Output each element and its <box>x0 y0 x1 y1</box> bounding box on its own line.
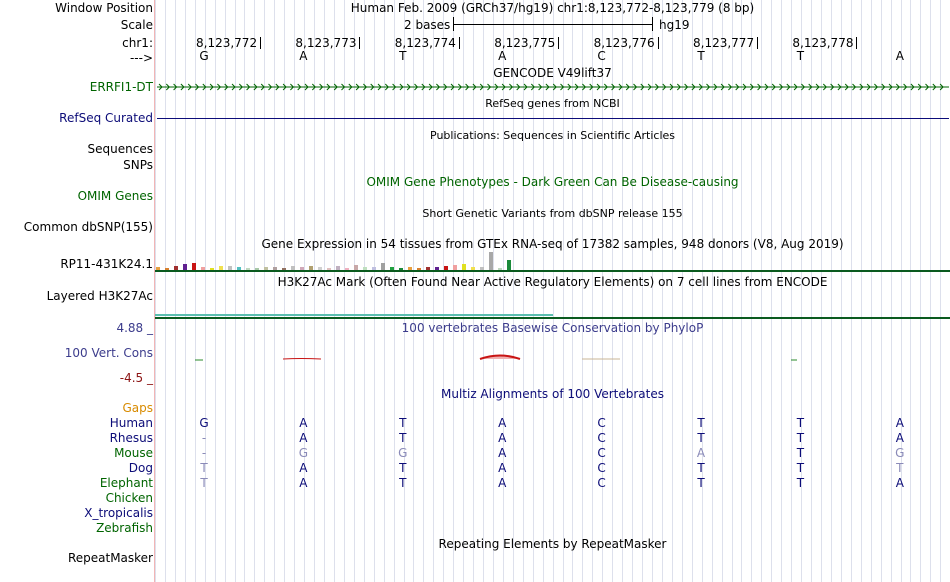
conservation-plot[interactable] <box>155 350 950 366</box>
aligned-base: G <box>398 446 408 460</box>
coordinate-label: 8,123,772 <box>196 36 258 50</box>
aligned-base: A <box>696 446 706 460</box>
coordinate-tick-mark <box>658 37 659 49</box>
coordinate-tick-mark <box>459 37 460 49</box>
base-letter: C <box>597 49 606 63</box>
base-letter: G <box>199 49 209 63</box>
chrom-label: chr1: <box>122 36 153 50</box>
strand-arrow-label: ---> <box>129 51 153 65</box>
sequences-label[interactable]: Sequences <box>87 142 153 156</box>
species-label[interactable]: Chicken <box>105 491 153 505</box>
gencode-track-title: GENCODE V49lift37 <box>493 66 612 80</box>
coordinate-tick-mark <box>558 37 559 49</box>
omim-track-title: OMIM Gene Phenotypes - Dark Green Can Be Disease-causing <box>366 175 739 189</box>
aligned-base: - <box>201 446 207 460</box>
refseq-track-title: RefSeq genes from NCBI <box>485 97 620 110</box>
aligned-base: A <box>299 416 308 430</box>
aligned-base: G <box>895 446 905 460</box>
gencode-gene-label[interactable]: ERRFI1-DT <box>89 80 153 94</box>
gaps-label: Gaps <box>122 401 153 415</box>
repeatmasker-label[interactable]: RepeatMasker <box>67 551 153 565</box>
dbsnp-track-title: Short Genetic Variants from dbSNP release 155 <box>422 207 683 220</box>
grid-line <box>155 0 156 582</box>
repeatmasker-track-title: Repeating Elements by RepeatMasker <box>438 537 667 551</box>
aligned-base: T <box>896 461 904 475</box>
scale-bar <box>453 24 652 25</box>
aligned-base: G <box>298 446 309 460</box>
coordinate-tick-mark <box>757 37 758 49</box>
aligned-base: A <box>895 431 904 445</box>
coordinate-tick-mark <box>260 37 261 49</box>
conservation-track-title: 100 vertebrates Basewise Conservation by PhyloP <box>401 321 704 335</box>
aligned-base: T <box>399 461 407 475</box>
base-letter: A <box>498 49 507 63</box>
species-label[interactable]: Zebrafish <box>96 521 153 535</box>
species-label[interactable]: X_tropicalis <box>84 506 153 520</box>
aligned-base: T <box>796 416 805 430</box>
coordinate-tick-mark <box>359 37 360 49</box>
coordinate-tick <box>594 36 659 50</box>
gtex-track-title: Gene Expression in 54 tissues from GTEx RNA-seq of 17382 samples, 948 donors (V8, Aug 2019) <box>261 237 844 251</box>
coordinate-tick-mark <box>856 37 857 49</box>
coordinate-tick <box>395 36 460 50</box>
refseq-gene-line[interactable] <box>157 118 949 119</box>
aligned-base: T <box>796 476 805 490</box>
conservation-min-value: -4.5 _ <box>119 371 153 385</box>
coordinate-label: 8,123,775 <box>494 36 556 50</box>
gtex-tissue-bar[interactable] <box>489 252 493 270</box>
aligned-base: T <box>399 476 407 490</box>
gencode-gene-feature[interactable] <box>157 80 949 94</box>
coordinate-tick <box>494 36 559 50</box>
aligned-base: C <box>597 416 606 430</box>
aligned-base: T <box>200 461 208 475</box>
aligned-base: G <box>199 416 209 430</box>
base-letter: T <box>399 49 407 63</box>
gtex-gene-label[interactable]: RP11-431K24.1 <box>60 257 153 271</box>
aligned-base: A <box>498 476 507 490</box>
conservation-max-value: 4.88 _ <box>116 321 153 335</box>
species-label[interactable]: Elephant <box>99 476 153 490</box>
aligned-base: T <box>697 476 705 490</box>
gtex-tissue-bar[interactable] <box>192 263 196 270</box>
publications-track-title: Publications: Sequences in Scientific Articles <box>430 129 675 142</box>
aligned-base: A <box>498 416 507 430</box>
aligned-base: C <box>597 461 606 475</box>
aligned-base: T <box>697 416 705 430</box>
snps-label[interactable]: SNPs <box>123 158 153 172</box>
gtex-expression-bars[interactable] <box>156 250 516 270</box>
coordinate-label: 8,123,778 <box>792 36 854 50</box>
aligned-base: T <box>796 431 805 445</box>
species-label[interactable]: Mouse <box>114 446 153 460</box>
scale-bar-right <box>652 17 653 31</box>
aligned-base: C <box>597 446 606 460</box>
base-letter: T <box>697 49 705 63</box>
h3k27ac-baseline <box>155 317 950 319</box>
refseq-curated-label[interactable]: RefSeq Curated <box>59 111 153 125</box>
window-position-text: Human Feb. 2009 (GRCh37/hg19) chr1:8,123,772-8,123,779 (8 bp) <box>350 1 755 15</box>
omim-genes-label[interactable]: OMIM Genes <box>77 189 153 203</box>
coordinate-label: 8,123,776 <box>593 36 655 50</box>
h3k27ac-track-title: H3K27Ac Mark (Often Found Near Active Regulatory Elements) on 7 cell lines from ENCODE <box>277 275 828 289</box>
aligned-base: T <box>399 431 407 445</box>
aligned-base: T <box>697 431 705 445</box>
base-letter: T <box>796 49 805 63</box>
conservation-label[interactable]: 100 Vert. Cons <box>64 346 153 360</box>
aligned-base: T <box>796 461 805 475</box>
aligned-base: A <box>895 476 904 490</box>
aligned-base: T <box>697 461 705 475</box>
base-letter: A <box>299 49 308 63</box>
aligned-base: A <box>498 431 507 445</box>
species-label[interactable]: Rhesus <box>109 431 153 445</box>
aligned-base: A <box>299 461 308 475</box>
coordinate-label: 8,123,774 <box>394 36 456 50</box>
h3k27ac-label[interactable]: Layered H3K27Ac <box>46 289 153 303</box>
aligned-base: A <box>299 476 308 490</box>
coordinate-tick <box>693 36 758 50</box>
coordinate-tick <box>196 36 261 50</box>
gtex-tissue-bar[interactable] <box>507 260 511 270</box>
scale-assembly: hg19 <box>659 18 690 32</box>
h3k27ac-signal <box>155 314 553 316</box>
species-label[interactable]: Human <box>109 416 153 430</box>
aligned-base: A <box>498 461 507 475</box>
window-position-label: Window Position <box>55 1 153 15</box>
coordinate-label: 8,123,773 <box>295 36 357 50</box>
species-label[interactable]: Dog <box>128 461 153 475</box>
base-letter: A <box>895 49 904 63</box>
aligned-base: T <box>200 476 208 490</box>
aligned-base: C <box>597 476 606 490</box>
aligned-base: C <box>597 431 606 445</box>
scale-text: 2 bases <box>404 18 451 32</box>
aligned-base: A <box>299 431 308 445</box>
gene-strand-arrows <box>157 80 949 94</box>
coordinate-label: 8,123,777 <box>693 36 755 50</box>
dbsnp-label[interactable]: Common dbSNP(155) <box>23 220 153 234</box>
coordinate-tick <box>792 36 857 50</box>
aligned-base: T <box>796 446 805 460</box>
aligned-base: A <box>895 416 904 430</box>
gtex-baseline <box>155 270 950 272</box>
scale-label: Scale <box>120 18 153 32</box>
gtex-tissue-bar[interactable] <box>381 263 385 270</box>
coordinate-tick <box>295 36 360 50</box>
aligned-base: - <box>201 431 207 445</box>
aligned-base: T <box>399 416 407 430</box>
multiz-track-title: Multiz Alignments of 100 Vertebrates <box>440 387 665 401</box>
aligned-base: A <box>498 446 507 460</box>
